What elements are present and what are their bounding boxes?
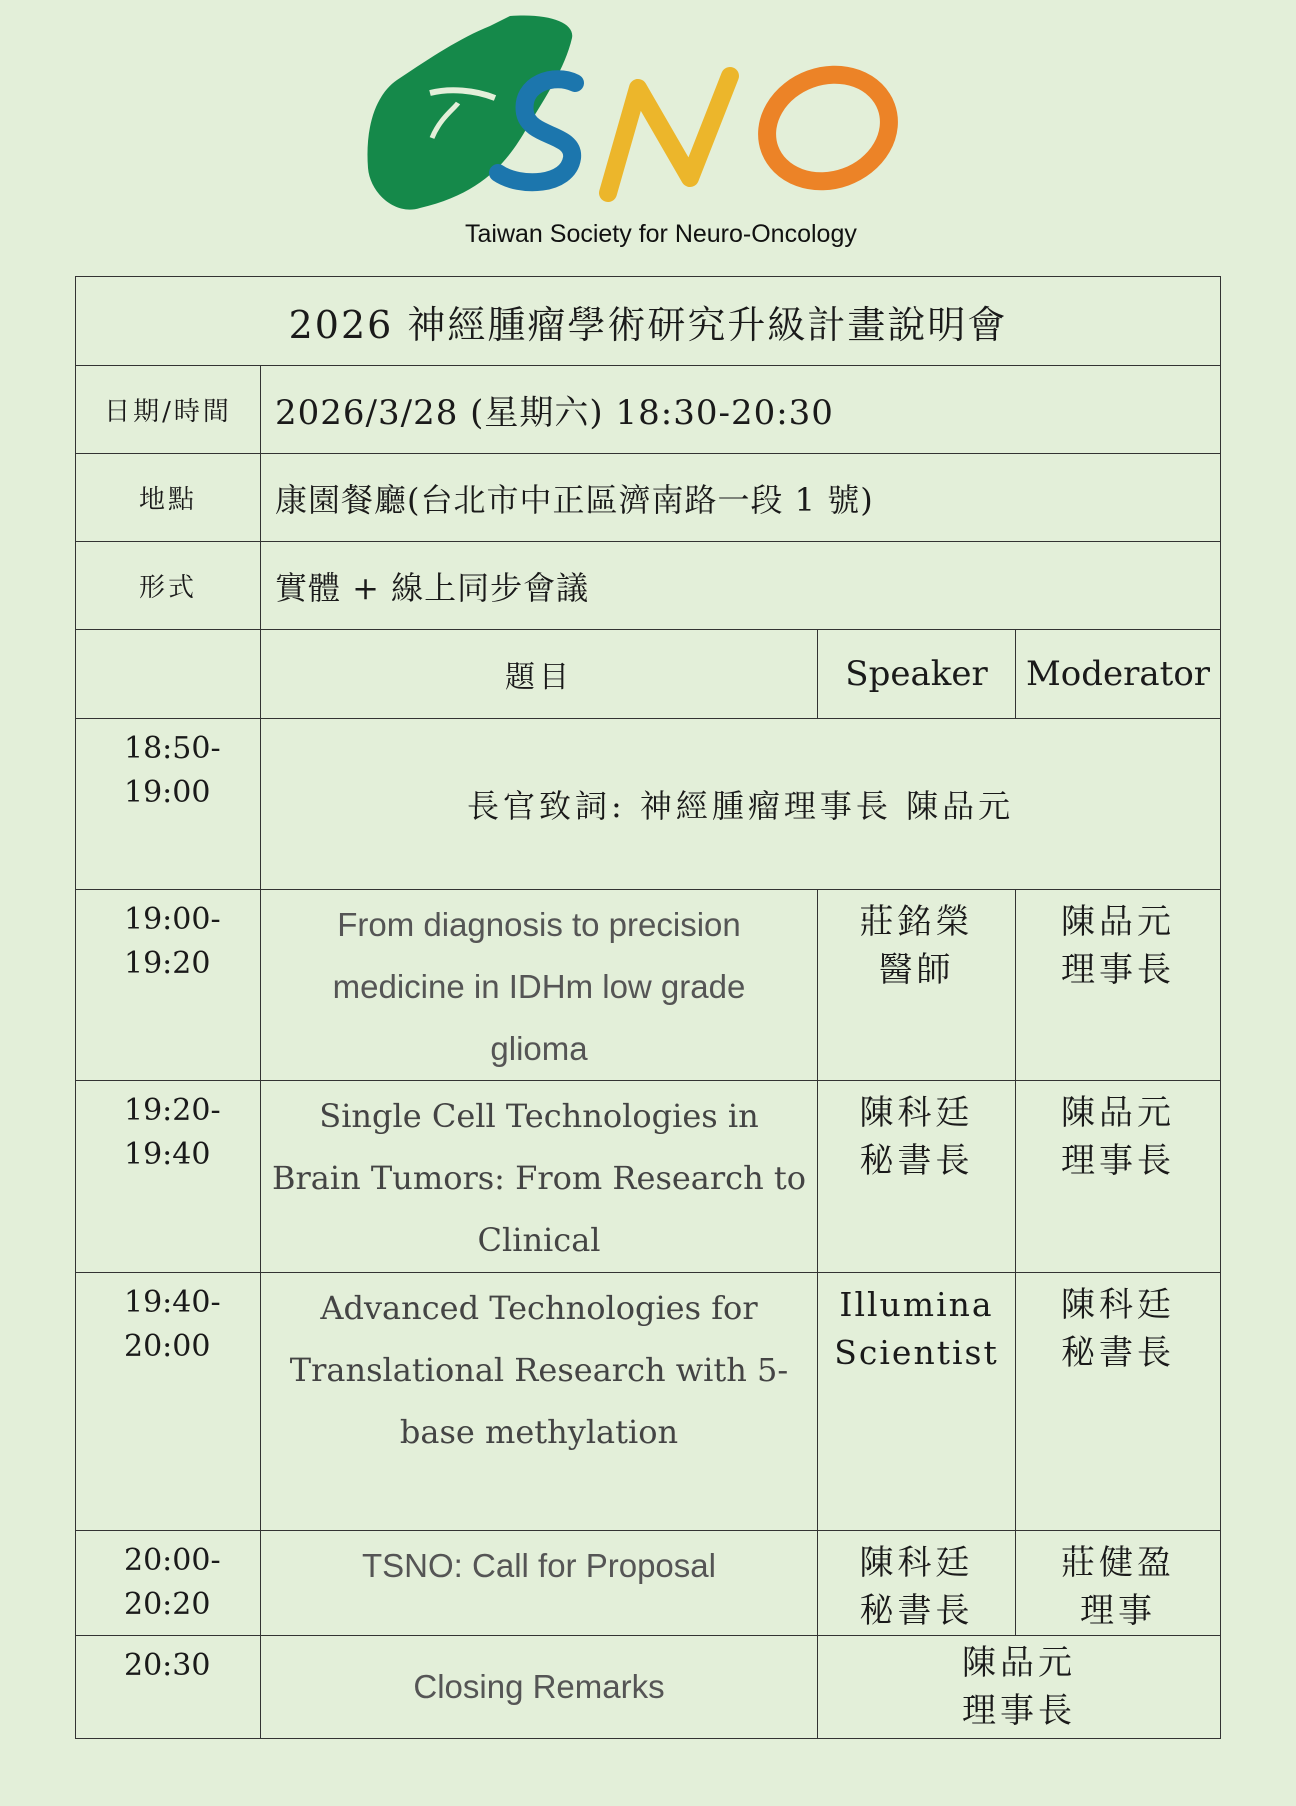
title-row (76, 277, 1221, 366)
logo-letter-o (752, 58, 904, 198)
logo-caption: Taiwan Society for Neuro-Oncology (465, 220, 857, 248)
welcome-time-start: 18:50- (124, 731, 221, 766)
talk-4-time (76, 1531, 261, 1636)
tsno-logo (360, 8, 970, 258)
welcome-time-end: 19:00 (124, 775, 211, 810)
event-title: 2026 神經腫瘤學術研究升級計畫說明會 (76, 277, 1221, 366)
welcome-time (76, 719, 261, 890)
closing-time: 20:30 (76, 1636, 261, 1739)
talk-3-speaker (818, 1273, 1016, 1531)
talk-2-moderator-name: 陳品元 (1061, 1093, 1176, 1133)
header-row (76, 630, 1221, 719)
talk-2-topic: Single Cell Technologies in Brain Tumors: From Research to Clinical (261, 1081, 818, 1273)
talk-3-time-start: 19:40- (124, 1285, 221, 1320)
closing-row (76, 1636, 1221, 1739)
talk-1-moderator (1016, 890, 1221, 1081)
format-label: 形式 (76, 542, 261, 630)
format-row (76, 542, 1221, 630)
talk-1-speaker-title: 醫師 (878, 950, 955, 990)
venue-row (76, 454, 1221, 542)
talk-2-moderator (1016, 1081, 1221, 1273)
header-moderator: Moderator (1016, 630, 1221, 719)
talk-1-moderator-title: 理事長 (1061, 950, 1176, 990)
talk-1-topic: From diagnosis to precision medicine in IDHm low grade glioma (261, 890, 818, 1081)
welcome-text: 長官致詞: 神經腫瘤理事長 陳品元 (261, 719, 1221, 890)
talk-3-moderator-title: 秘書長 (1061, 1333, 1176, 1373)
talk-3-moderator-name: 陳科廷 (1061, 1285, 1176, 1325)
talk-4-moderator (1016, 1531, 1221, 1636)
talk-3-topic: Advanced Technologies for Translational Research with 5-base methylation (261, 1273, 818, 1531)
talk-2-time (76, 1081, 261, 1273)
talk-2-speaker-name: 陳科廷 (859, 1093, 974, 1133)
talk-2-speaker (818, 1081, 1016, 1273)
talk-3-time (76, 1273, 261, 1531)
talk-1-time-start: 19:00- (124, 902, 221, 937)
talk-4-time-start: 20:00- (124, 1543, 221, 1578)
talk-3-speaker-title: Scientist (834, 1333, 999, 1372)
closing-topic: Closing Remarks (261, 1636, 818, 1739)
talk-row (76, 1081, 1221, 1273)
talk-4-speaker-name: 陳科廷 (859, 1543, 974, 1583)
talk-4-moderator-name: 莊健盈 (1061, 1543, 1176, 1583)
header-time (76, 630, 261, 719)
talk-2-moderator-title: 理事長 (1061, 1141, 1176, 1181)
talk-1-time (76, 890, 261, 1081)
closing-person-title: 理事長 (962, 1691, 1077, 1731)
talk-row (76, 1273, 1221, 1531)
talk-4-speaker (818, 1531, 1016, 1636)
talk-1-speaker (818, 890, 1016, 1081)
date-row (76, 366, 1221, 454)
date-label: 日期/時間 (76, 366, 261, 454)
event-agenda-table (75, 276, 1221, 1739)
talk-4-speaker-title: 秘書長 (859, 1591, 974, 1631)
talk-2-speaker-title: 秘書長 (859, 1141, 974, 1181)
talk-1-speaker-name: 莊銘榮 (859, 902, 974, 942)
closing-person (818, 1636, 1221, 1739)
venue-label: 地點 (76, 454, 261, 542)
welcome-row (76, 719, 1221, 890)
tsno-logo-graphic (360, 8, 970, 228)
talk-4-time-end: 20:20 (124, 1587, 211, 1622)
header-topic: 題目 (261, 630, 818, 719)
header-speaker: Speaker (818, 630, 1016, 719)
talk-4-topic: TSNO: Call for Proposal (261, 1531, 818, 1636)
closing-person-name: 陳品元 (962, 1643, 1077, 1683)
talk-row (76, 890, 1221, 1081)
venue-value: 康園餐廳(台北市中正區濟南路一段 1 號) (261, 454, 1221, 542)
talk-3-speaker-name: Illumina (839, 1285, 994, 1324)
talk-2-time-start: 19:20- (124, 1093, 221, 1128)
talk-3-time-end: 20:00 (124, 1329, 211, 1364)
talk-2-time-end: 19:40 (124, 1137, 211, 1172)
logo-letter-n (608, 76, 730, 193)
format-value: 實體 + 線上同步會議 (261, 542, 1221, 630)
talk-row (76, 1531, 1221, 1636)
talk-1-moderator-name: 陳品元 (1061, 902, 1176, 942)
talk-1-time-end: 19:20 (124, 946, 211, 981)
talk-4-moderator-title: 理事 (1080, 1591, 1157, 1631)
date-value: 2026/3/28 (星期六) 18:30-20:30 (261, 366, 1221, 454)
talk-3-moderator (1016, 1273, 1221, 1531)
